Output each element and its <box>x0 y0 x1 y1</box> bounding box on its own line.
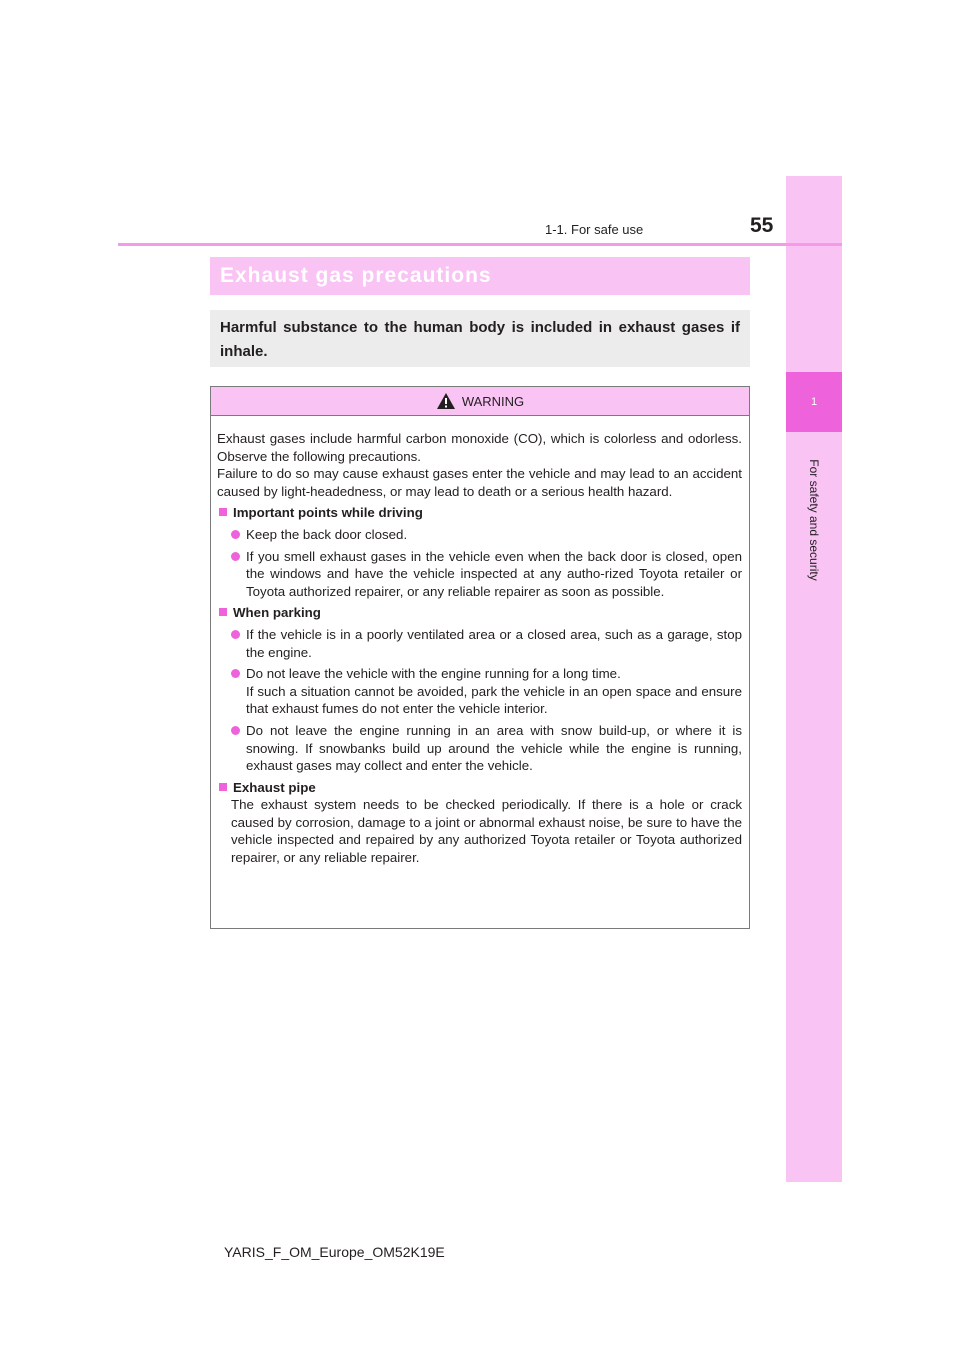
chapter-number-tab[interactable] <box>786 372 842 432</box>
warning-triangle-icon <box>436 392 456 410</box>
title-bar <box>210 257 750 295</box>
list-item: Do not leave the vehicle with the engine running for a long time. If such a situation cannot be avoided, park the vehicle in an open space and ensure that exhaust fumes do not enter the vehicle interior. <box>217 665 742 718</box>
list-item: If the vehicle is in a poorly ventilated area or a closed area, such as a garage, stop the engine. <box>217 626 742 661</box>
exhaust-pipe-text: The exhaust system needs to be checked periodically. If there is a hole or crack caused by corrosion, damage to a joint or abnormal exhaust noise, be sure to have the vehicle inspected and repaired by any authorized Toyota retailer or Toyota authorized repairer, or any reliable repairer. <box>231 797 742 866</box>
warning-body <box>211 416 749 867</box>
footer-code: YARIS_F_OM_Europe_OM52K19E <box>224 1244 445 1260</box>
page-title: Exhaust gas precautions <box>220 264 492 287</box>
chapter-title: For safety and security <box>807 459 821 581</box>
warning-box <box>210 386 750 929</box>
section-heading: Exhaust pipe <box>217 779 742 797</box>
list-item: Keep the back door closed. <box>217 526 742 544</box>
chapter-number: 1 <box>810 396 818 408</box>
round-bullet-icon <box>231 630 240 639</box>
square-bullet-icon <box>219 783 227 791</box>
section-heading: Important points while driving <box>217 504 742 522</box>
round-bullet-icon <box>231 669 240 678</box>
page-number: 55 <box>750 214 774 237</box>
round-bullet-icon <box>231 552 240 561</box>
warning-header <box>211 387 749 416</box>
round-bullet-icon <box>231 530 240 539</box>
warning-paragraph: Exhaust gases include harmful carbon monoxide (CO), which is colorless and odorless. Observe the following precautions. <box>217 431 742 464</box>
intro-box <box>210 310 750 367</box>
intro-text: Harmful substance to the human body is included in exhaust gases if inhale. <box>220 319 740 360</box>
warning-paragraph: Failure to do so may cause exhaust gases enter the vehicle and may lead to an accident caused by light-headedness, or may lead to death or a serious health hazard. <box>217 466 742 499</box>
warning-label: WARNING <box>461 393 525 409</box>
list-item: Do not leave the engine running in an area with snow build-up, or where it is snowing. If snowbanks build up around the vehicle while the engine is running, exhaust gases may collect and enter the vehicle. <box>217 722 742 775</box>
header-divider <box>118 243 842 246</box>
square-bullet-icon <box>219 608 227 616</box>
list-item: If you smell exhaust gases in the vehicle even when the back door is closed, open the windows and have the vehicle inspected at any autho-rized Toyota retailer or Toyota authorized repairer, or any reliable repairer as soon as possible. <box>217 548 742 601</box>
section-label: 1-1. For safe use <box>545 222 644 237</box>
section-heading: When parking <box>217 604 742 622</box>
square-bullet-icon <box>219 508 227 516</box>
chapter-side-tab <box>786 176 842 1182</box>
round-bullet-icon <box>231 726 240 735</box>
